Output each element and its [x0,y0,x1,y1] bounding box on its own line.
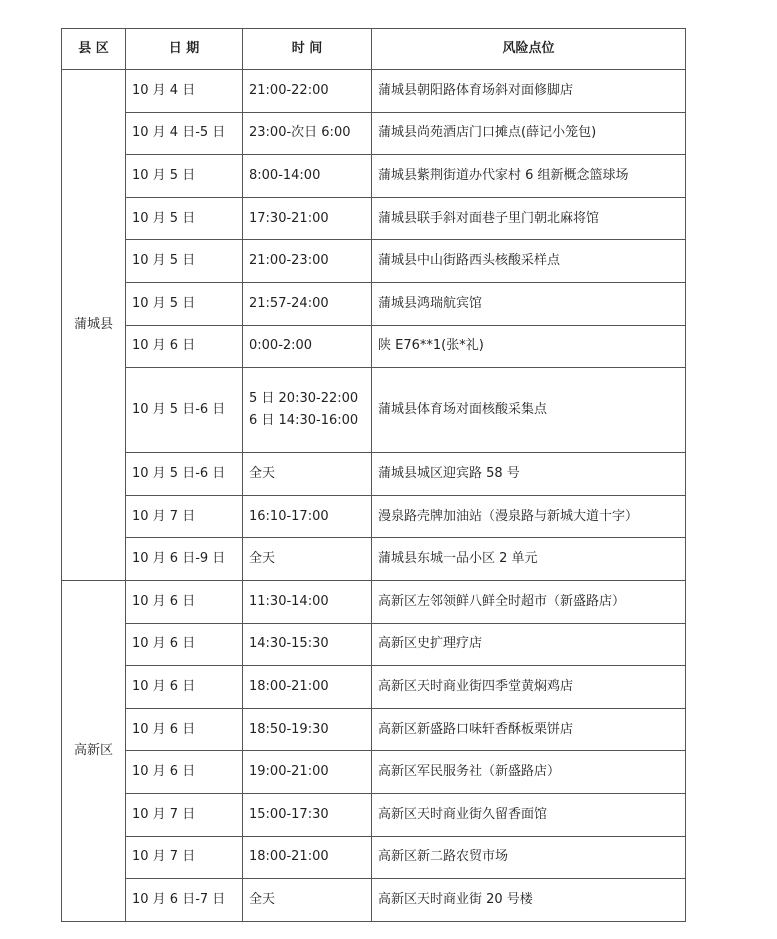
location-cell: 高新区新盛路口味轩香酥板栗饼店 [372,708,686,751]
date-cell: 10 月 6 日 [126,325,243,368]
location-cell: 蒲城县朝阳路体育场斜对面修脚店 [372,70,686,113]
document-page [61,28,685,922]
location-cell: 高新区左邻领鲜八鲜全时超市（新盛路店） [372,580,686,623]
table-row [62,666,686,709]
date-cell: 10 月 5 日-6 日 [126,368,243,453]
date-cell: 10 月 6 日 [126,666,243,709]
time-cell [243,879,372,922]
location-cell: 高新区天时商业街四季堂黄焖鸡店 [372,666,686,709]
header-district: 县 区 [62,29,126,70]
date-cell: 10 月 7 日 [126,495,243,538]
date-cell: 10 月 5 日 [126,155,243,198]
time-cell [243,453,372,496]
time-cell [243,538,372,581]
table-row [62,836,686,879]
time-line: 16:10-17:00 [249,508,329,524]
time-line: 18:00-21:00 [249,678,329,694]
table-row [62,538,686,581]
time-line: 8:00-14:00 [249,167,321,183]
time-cell [243,368,372,453]
time-line: 14:30-15:30 [249,636,329,652]
header-time: 时 间 [243,29,372,70]
time-line: 19:00-21:00 [249,764,329,780]
table-row [62,282,686,325]
time-line: 18:00-21:00 [249,849,329,865]
date-cell: 10 月 7 日 [126,836,243,879]
header-location: 风险点位 [372,29,686,70]
location-cell: 蒲城县鸿瑞航宾馆 [372,282,686,325]
time-line: 17:30-21:00 [249,210,329,226]
location-cell: 蒲城县联手斜对面巷子里门朝北麻将馆 [372,197,686,240]
date-cell: 10 月 5 日-6 日 [126,453,243,496]
time-cell [243,666,372,709]
location-cell: 漫泉路壳牌加油站（漫泉路与新城大道十字） [372,495,686,538]
time-cell [243,240,372,283]
table-row [62,879,686,922]
district-cell: 蒲城县 [62,70,126,581]
date-cell: 10 月 6 日 [126,708,243,751]
time-cell [243,325,372,368]
time-line: 全天 [249,465,276,481]
time-line: 6 日 14:30-16:00 [249,413,359,429]
table-row [62,368,686,453]
header-date: 日 期 [126,29,243,70]
time-line: 全天 [249,891,276,907]
time-line: 21:00-22:00 [249,82,329,98]
time-line: 15:00-17:30 [249,806,329,822]
table-row [62,495,686,538]
time-cell [243,751,372,794]
time-cell [243,793,372,836]
location-cell: 高新区天时商业街 20 号楼 [372,879,686,922]
time-line: 全天 [249,551,276,567]
district-cell: 高新区 [62,580,126,921]
location-cell: 陕 E76**1(张*礼) [372,325,686,368]
location-cell: 蒲城县尚苑酒店门口摊点(薛记小笼包) [372,112,686,155]
date-cell: 10 月 5 日 [126,282,243,325]
time-cell [243,70,372,113]
date-cell: 10 月 4 日 [126,70,243,113]
time-cell [243,623,372,666]
time-line: 18:50-19:30 [249,721,329,737]
table-row [62,240,686,283]
time-cell [243,580,372,623]
table-row [62,751,686,794]
risk-locations-table [61,28,686,922]
time-cell [243,708,372,751]
table-row [62,112,686,155]
table-row [62,70,686,113]
date-cell: 10 月 6 日-7 日 [126,879,243,922]
table-row [62,325,686,368]
date-cell: 10 月 6 日 [126,751,243,794]
date-cell: 10 月 5 日 [126,240,243,283]
table-body [62,70,686,922]
date-cell: 10 月 6 日 [126,623,243,666]
location-cell: 蒲城县城区迎宾路 58 号 [372,453,686,496]
location-cell: 高新区新二路农贸市场 [372,836,686,879]
time-cell [243,155,372,198]
table-row [62,197,686,240]
time-line: 21:00-23:00 [249,253,329,269]
location-cell: 高新区军民服务社（新盛路店） [372,751,686,794]
table-row [62,580,686,623]
table-row [62,155,686,198]
location-cell: 蒲城县东城一品小区 2 单元 [372,538,686,581]
time-cell [243,495,372,538]
date-cell: 10 月 6 日 [126,580,243,623]
location-cell: 高新区天时商业街久留香面馆 [372,793,686,836]
table-row [62,453,686,496]
time-line: 23:00-次日 6:00 [249,125,351,141]
time-line: 0:00-2:00 [249,338,313,354]
date-cell: 10 月 6 日-9 日 [126,538,243,581]
location-cell: 蒲城县中山街路西头核酸采样点 [372,240,686,283]
time-line: 5 日 20:30-22:00 [249,391,359,407]
date-cell: 10 月 4 日-5 日 [126,112,243,155]
location-cell: 蒲城县紫荆街道办代家村 6 组新概念篮球场 [372,155,686,198]
table-row [62,708,686,751]
table-header-row [62,29,686,70]
table-row [62,793,686,836]
time-cell [243,836,372,879]
date-cell: 10 月 7 日 [126,793,243,836]
time-cell [243,197,372,240]
location-cell: 蒲城县体育场对面核酸采集点 [372,368,686,453]
time-cell [243,282,372,325]
time-cell [243,112,372,155]
date-cell: 10 月 5 日 [126,197,243,240]
location-cell: 高新区史扩理疗店 [372,623,686,666]
table-row [62,623,686,666]
time-line: 11:30-14:00 [249,593,329,609]
time-line: 21:57-24:00 [249,295,329,311]
